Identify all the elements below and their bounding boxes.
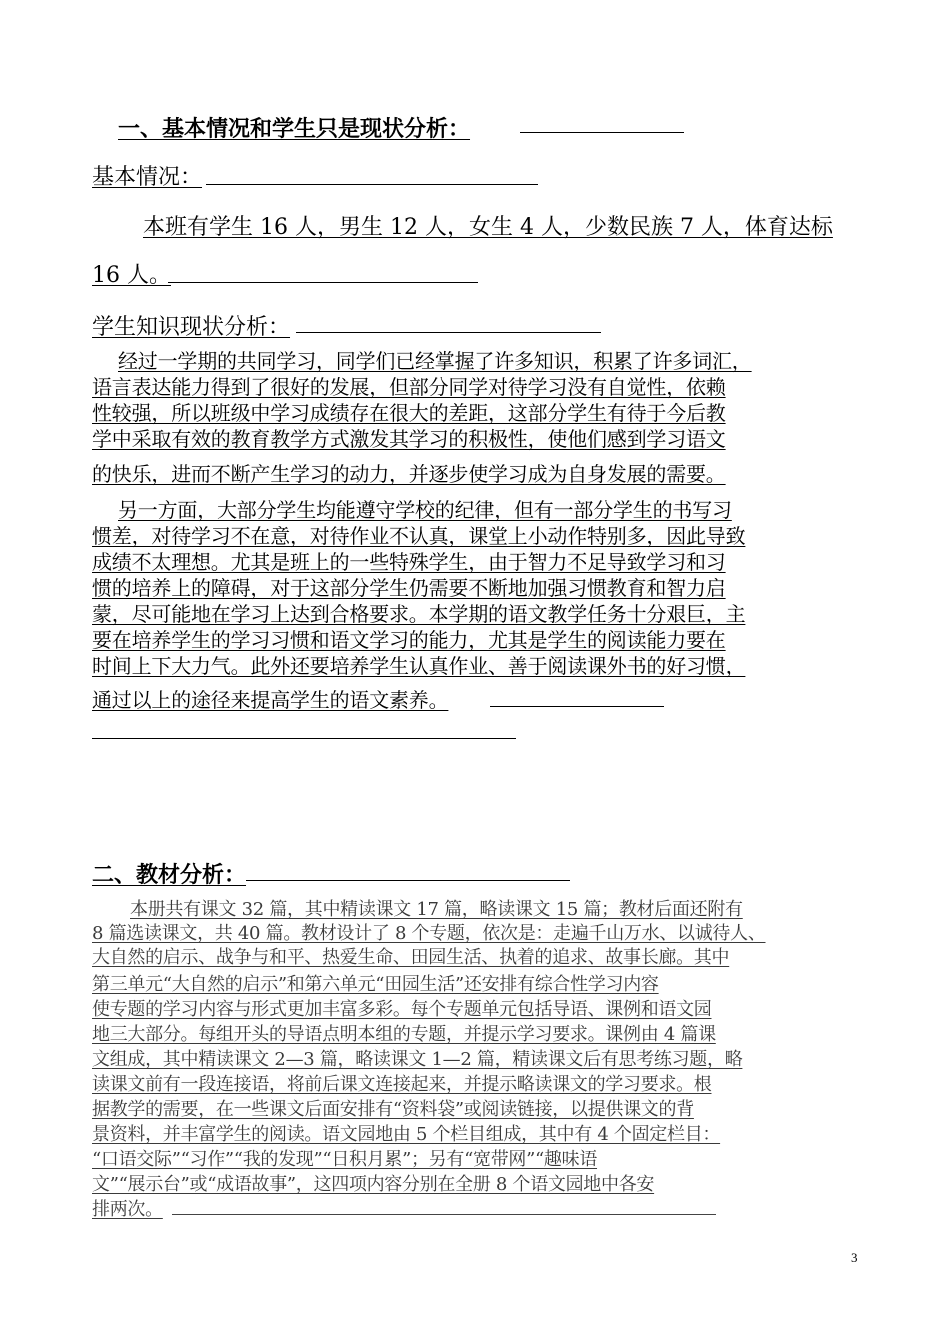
- heading-underline: [520, 132, 684, 133]
- section2-heading-underline: [246, 880, 570, 881]
- para2-line-3: 成绩不太理想。尤其是班上的一些特殊学生，由于智力不足导致学习和习: [92, 550, 726, 574]
- section2-line-7: 文组成，其中精读课文 2—3 篇，略读课文 1—2 篇，精读课文后有思考练习题，略: [92, 1049, 743, 1070]
- section2-line-6: 地三大部分。每组开头的导语点明本组的专题，并提示学习要求。课例由 4 篇课: [92, 1024, 716, 1045]
- section2-line-10: 景资料，并丰富学生的阅读。语文园地由 5 个栏目组成，其中有 4 个固定栏目：: [92, 1124, 721, 1145]
- para1-line-3: 性较强，所以班级中学习成绩存在很大的差距，这部分学生有待于今后教: [92, 401, 726, 425]
- section2-line-1: 本册共有课文 32 篇，其中精读课文 17 篇，略读课文 15 篇；教材后面还附有: [130, 899, 743, 920]
- para1-line-4: 学中采取有效的教育教学方式激发其学习的积极性，使他们感到学习语文: [92, 427, 726, 451]
- section2-line-2: 8 篇选读课文，共 40 篇。教材设计了 8 个专题，依次是：走遍千山万水、以诚待人、: [92, 923, 766, 944]
- section2-line-11: “口语交际”“习作”“我的发现”“日积月累”；另有“宽带网”“趣味语: [92, 1149, 598, 1170]
- section2-line-13: 排两次。: [92, 1199, 163, 1220]
- page-number: 3: [851, 1250, 858, 1265]
- section2-line-12: 文”“展示台”或“成语故事”，这四项内容分别在全册 8 个语文园地中各安: [92, 1174, 655, 1195]
- para2-line-7: 时间上下大力气。此外还要培养学生认真作业、善于阅读课外书的好习惯，: [92, 654, 746, 678]
- basic-line-1: 本班有学生 16 人，男生 12 人，女生 4 人，少数民族 7 人，体育达标: [143, 215, 833, 240]
- section2-line-5: 使专题的学习内容与形式更加丰富多彩。每个专题单元包括导语、课例和语文园: [92, 999, 712, 1020]
- section2-heading: 二、教材分析：: [92, 862, 247, 888]
- section2-line-8: 读课文前有一段连接语，将前后课文连接起来，并提示略读课文的学习要求。根: [92, 1074, 712, 1095]
- section2-line-4: 第三单元“大自然的启示”和第六单元“田园生活”还安排有综合性学习内容: [92, 974, 659, 995]
- knowledge-label-underline: [296, 332, 601, 333]
- para2-line-5: 蒙，尽可能地在学习上达到合格要求。本学期的语文教学任务十分艰巨，主: [92, 602, 746, 626]
- blank-underline: [92, 738, 516, 739]
- section1-heading: 一、基本情况和学生只是现状分析：: [118, 116, 471, 142]
- para2-line-1: 另一方面，大部分学生均能遵守学校的纪律，但有一部分学生的书写习: [118, 498, 732, 522]
- basic-label-underline: [206, 184, 538, 185]
- para2-line-6: 要在培养学生的学习习惯和语文学习的能力，尤其是学生的阅读能力要在: [92, 628, 726, 652]
- section2-line-3: 大自然的启示、战争与和平、热爱生命、田园生活、执着的追求、故事长廊。其中: [92, 947, 730, 968]
- para1-line-1: 经过一学期的共同学习，同学们已经掌握了许多知识，积累了许多词汇，: [118, 349, 752, 373]
- para1-line-5: 的快乐，进而不断产生学习的动力，并逐步使学习成为自身发展的需要。: [92, 462, 726, 486]
- basic-label: 基本情况：: [92, 165, 203, 190]
- basic-line-2-underline: [168, 282, 478, 283]
- basic-line-2: 16 人。: [92, 263, 171, 288]
- section2-end-underline: [172, 1214, 716, 1215]
- knowledge-label: 学生知识现状分析：: [92, 315, 291, 340]
- para1-line-2: 语言表达能力得到了很好的发展，但部分同学对待学习没有自觉性，依赖: [92, 375, 726, 399]
- para2-line-4: 惯的培养上的障碍，对于这部分学生仍需要不断地加强习惯教育和智力启: [92, 576, 726, 600]
- para2-line-2: 惯差，对待学习不在意，对待作业不认真，课堂上小动作特别多，因此导致: [92, 524, 746, 548]
- para2-line-8: 通过以上的途径来提高学生的语文素养。: [92, 688, 449, 712]
- section2-line-9: 据教学的需要，在一些课文后面安排有“资料袋”或阅读链接，以提供课文的背: [92, 1099, 694, 1120]
- para2-end-underline: [490, 706, 664, 707]
